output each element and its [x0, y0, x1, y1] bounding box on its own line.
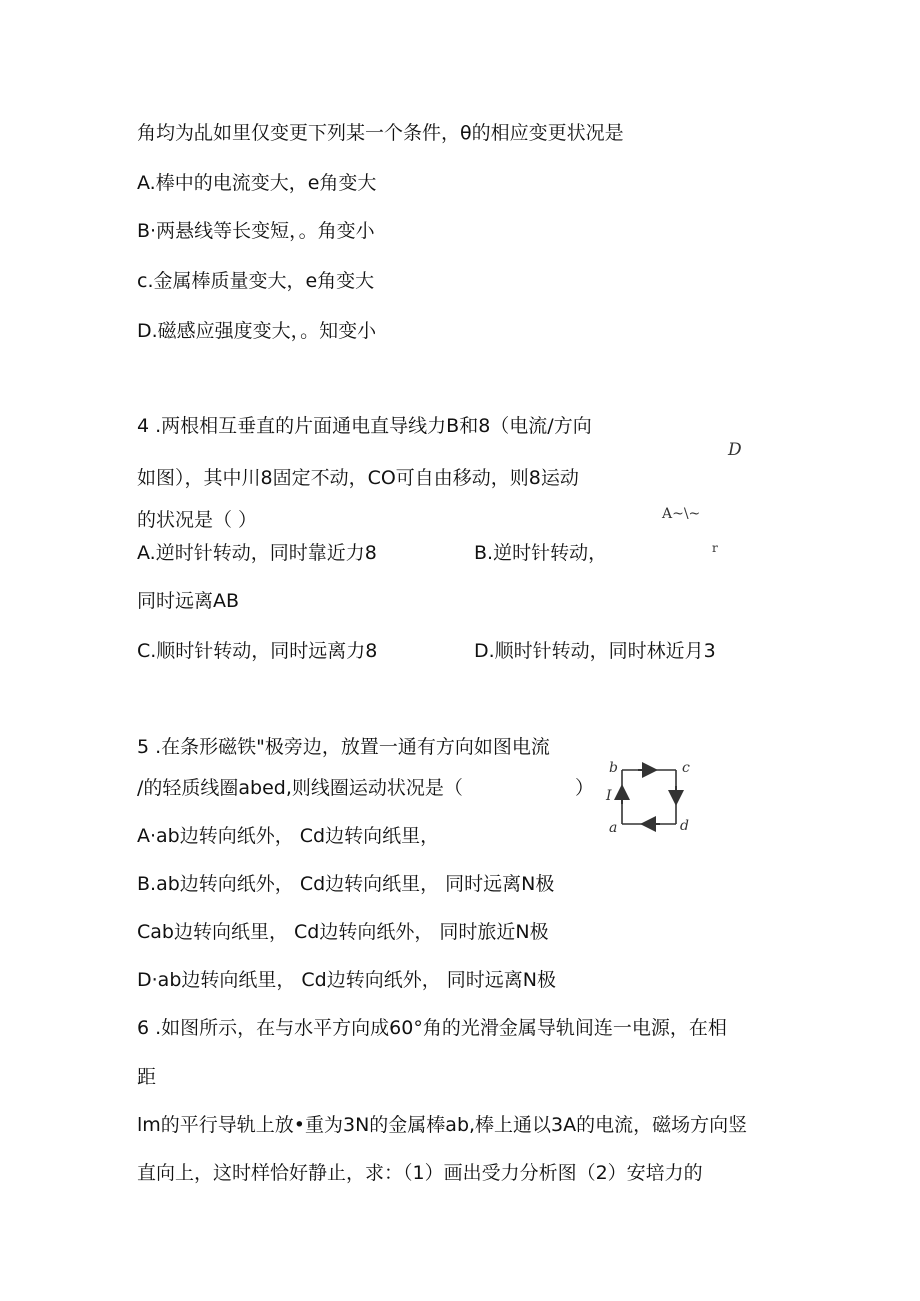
q6-stem-line3: lm的平行导轨上放•重为3N的金属棒ab,棒上通以3A的电流，磁场方向竖: [137, 1114, 748, 1136]
coil-label-i: I: [606, 788, 612, 804]
q5-stem-line2: /的轻质线圈abed,则线圈运动状况是（: [137, 777, 463, 799]
q6-stem-line4: 直向上，这时样恰好静止，求：（1）画出受力分析图（2）安培力的: [137, 1162, 703, 1184]
q3-option-b: B·两悬线等长变短，。角变小: [137, 220, 375, 242]
q4-option-a: A.逆时针转动，同时靠近力8: [137, 542, 377, 564]
q4-option-b-continued: 同时远离AB: [137, 590, 240, 612]
coil-diagram: [600, 758, 700, 838]
q4-figure-label-a: A~\~: [662, 506, 701, 522]
coil-label-d: d: [680, 818, 689, 834]
q6-stem-line2: 距: [137, 1066, 157, 1088]
q3-option-d: D.磁感应强度变大，。知变小: [137, 320, 377, 342]
q3-stem: 角均为乩如里仅变更下列某一个条件，θ的相应变更状况是: [137, 122, 624, 144]
q4-option-c: C.顺时针转动，同时远离力8: [137, 640, 378, 662]
q4-stem-line3: 的状况是（ ）: [137, 509, 258, 531]
q5-option-b: B.ab边转向纸外， Cd边转向纸里， 同时远离N极: [137, 873, 555, 895]
coil-label-b: b: [609, 760, 618, 776]
q3-option-c: c.金属棒质量变大，e角变大: [137, 270, 375, 292]
q3-option-a: A.棒中的电流变大，e角变大: [137, 172, 377, 194]
q4-stem-line2: 如图），其中川8固定不动，CO可自由移动，则8运动: [137, 467, 579, 489]
q4-figure-label-d: D: [728, 440, 742, 460]
coil-label-a: a: [609, 820, 618, 836]
q5-option-a: A·ab边转向纸外， Cd边转向纸里，: [137, 825, 440, 847]
q5-stem-line2-close: ）: [575, 777, 595, 799]
q5-option-d: D·ab边转向纸里， Cd边转向纸外， 同时远离N极: [137, 969, 556, 991]
q5-stem-line1: 5 .在条形磁铁"极旁边，放置一通有方向如图电流: [137, 736, 550, 758]
q4-option-b: B.逆时针转动，: [474, 542, 608, 564]
coil-label-c: c: [682, 760, 690, 776]
q4-figure-label-r: r: [712, 541, 718, 555]
q5-option-c: Cab边转向纸里， Cd边转向纸外， 同时旅近N极: [137, 921, 549, 943]
q6-stem-line1: 6 .如图所示，在与水平方向成60°角的光滑金属导轨间连一电源，在相: [137, 1017, 727, 1039]
q4-option-d: D.顺时针转动，同时林近月3: [474, 640, 716, 662]
q4-stem-line1: 4 .两根相互垂直的片面通电直导线力B和8（电流/方向: [137, 415, 592, 437]
